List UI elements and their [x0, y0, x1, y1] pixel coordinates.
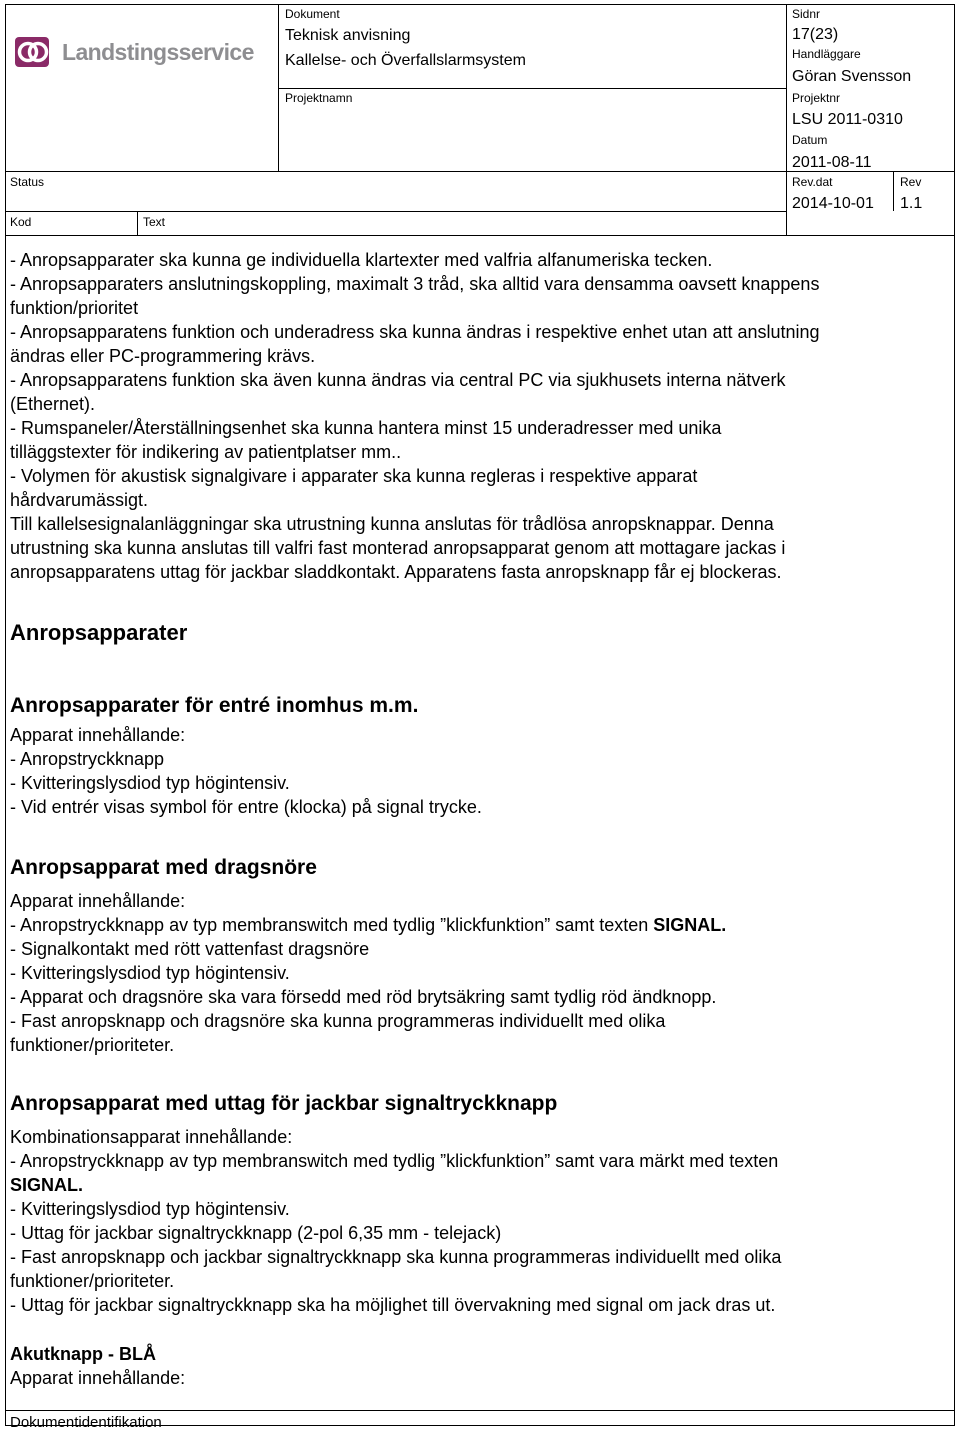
label-rev: Rev: [900, 175, 922, 189]
intro-line: - Anropsapparatens funktion ska även kunna ändras via central PC via sjukhusets interna nätverk: [10, 370, 786, 390]
label-revdat: Rev.dat: [792, 175, 833, 189]
landstingsservice-logo-icon: [14, 32, 54, 72]
jackbar-line: - Fast anropsknapp och jackbar signaltryckknapp ska kunna programmeras individuellt med olika: [10, 1247, 782, 1267]
value-dokument-line2: Kallelse- och Överfallslarmsystem: [285, 52, 526, 69]
label-sidnr: Sidnr: [792, 7, 821, 21]
signal-text: SIGNAL.: [653, 915, 727, 935]
dragsnore-section: [10, 889, 950, 1057]
jackbar-line: - Kvitteringslysdiod typ högintensiv.: [10, 1199, 290, 1219]
intro-line: (Ethernet).: [10, 394, 96, 414]
label-projektnr: Projektnr: [792, 91, 841, 105]
intro-line: funktion/prioritet: [10, 298, 139, 318]
dragsnore-line: - Signalkontakt med rött vattenfast dragsnöre: [10, 939, 370, 959]
value-projektnr: LSU 2011-0310: [792, 111, 903, 128]
header-divider-right: [786, 4, 787, 235]
intro-line: hårdvarumässigt.: [10, 490, 149, 510]
value-sidnr: 17(23): [792, 26, 839, 43]
label-handlaggare: Handläggare: [792, 47, 861, 61]
header-bottom-line: [5, 235, 955, 236]
label-dokument: Dokument: [285, 7, 340, 21]
akutknapp-line: Apparat innehållande:: [10, 1368, 186, 1388]
intro-line: tilläggstexter för indikering av patientplatser mm..: [10, 442, 402, 462]
value-datum: 2011-08-11: [792, 154, 872, 171]
header-divider-kod: [137, 211, 138, 235]
entre-line: Apparat innehållande:: [10, 725, 186, 745]
jackbar-section: [10, 1125, 950, 1317]
label-kod: Kod: [10, 215, 32, 229]
label-datum: Datum: [792, 133, 828, 147]
entre-line: - Anropstryckknapp: [10, 749, 165, 769]
heading-jackbar: Anropsapparat med uttag för jackbar signaltryckknapp: [10, 1092, 558, 1115]
intro-line: utrustning ska kunna anslutas till valfri fast monterad anropsapparat genom att mottagare jackas i: [10, 538, 786, 558]
label-text: Text: [143, 215, 166, 229]
intro-line: - Volymen för akustisk signalgivare i apparater ska kunna regleras i respektive apparat: [10, 466, 698, 486]
intro-section: [10, 248, 950, 584]
label-projektnamn: Projektnamn: [285, 91, 353, 105]
entre-line: - Kvitteringslysdiod typ högintensiv.: [10, 773, 290, 793]
dragsnore-line: Apparat innehållande:: [10, 891, 186, 911]
header-row-line-1: [278, 88, 786, 89]
heading-akutknapp: Akutknapp - BLÅ: [10, 1344, 156, 1364]
entre-section: [10, 723, 950, 819]
logo-text: Landstingsservice: [62, 38, 254, 65]
intro-line: - Anropsapparatens funktion och underadress ska kunna ändras i respektive enhet utan att anslutning: [10, 322, 820, 342]
intro-line: ändras eller PC-programmering krävs.: [10, 346, 316, 366]
jackbar-line: - Anropstryckknapp av typ membranswitch med tydlig ”klickfunktion” samt vara märkt med texten: [10, 1151, 779, 1171]
intro-line: Till kallelsesignalanläggningar ska utrustning kunna anslutas för trådlösa anropsknappar. Denna: [10, 514, 774, 534]
dragsnore-line: - Apparat och dragsnöre ska vara försedd med röd brytsäkring samt tydlig röd ändknopp.: [10, 987, 717, 1007]
heading-dragsnore: Anropsapparat med dragsnöre: [10, 856, 317, 879]
value-handlaggare: Göran Svensson: [792, 68, 912, 85]
value-rev: 1.1: [900, 195, 923, 212]
value-revdat: 2014-10-01: [792, 195, 874, 212]
footer-top-line: [5, 1410, 955, 1411]
dragsnore-line: - Kvitteringslysdiod typ högintensiv.: [10, 963, 290, 983]
logo: [14, 32, 254, 72]
jackbar-line: - Uttag för jackbar signaltryckknapp ska ha möjlighet till övervakning med signal om jack dras ut.: [10, 1295, 776, 1315]
heading-entre: Anropsapparater för entré inomhus m.m.: [10, 694, 419, 717]
jackbar-line: funktioner/prioriteter.: [10, 1271, 175, 1291]
dragsnore-line: - Fast anropsknapp och dragsnöre ska kunna programmeras individuellt med olika: [10, 1011, 666, 1031]
value-dokument-line1: Teknisk anvisning: [285, 27, 411, 44]
footer-dokumentidentifikation: Dokumentidentifikation: [10, 1414, 162, 1431]
section-title: Anropsapparater: [10, 620, 188, 645]
jackbar-line: - Uttag för jackbar signaltryckknapp (2-pol 6,35 mm - telejack): [10, 1223, 502, 1243]
dragsnore-line: [10, 913, 950, 937]
jackbar-line: Kombinationsapparat innehållande:: [10, 1127, 293, 1147]
document-body: [10, 248, 950, 1390]
jackbar-line: [10, 1173, 950, 1197]
intro-line: - Rumspaneler/Återställningsenhet ska kunna hantera minst 15 underadresser med unika: [10, 418, 722, 438]
label-status: Status: [10, 175, 45, 189]
dragsnore-line-text: - Anropstryckknapp av typ membranswitch med tydlig ”klickfunktion” samt texten: [10, 915, 654, 935]
intro-line: anropsapparatens uttag för jackbar sladdkontakt. Apparatens fasta anropsknapp får ej blockeras.: [10, 562, 782, 582]
header-divider-rev: [893, 171, 894, 211]
dragsnore-line: funktioner/prioriteter.: [10, 1035, 175, 1055]
signal-text: SIGNAL.: [10, 1175, 84, 1195]
intro-line: - Anropsapparaters anslutningskoppling, maximalt 3 tråd, ska alltid vara densamma oavsett knappens: [10, 274, 820, 294]
intro-line: - Anropsapparater ska kunna ge individuella klartexter med valfria alfanumeriska tecken.: [10, 250, 713, 270]
header-row-line-3: [5, 211, 786, 212]
entre-line: - Vid entrér visas symbol för entre (klocka) på signal trycke.: [10, 797, 482, 817]
